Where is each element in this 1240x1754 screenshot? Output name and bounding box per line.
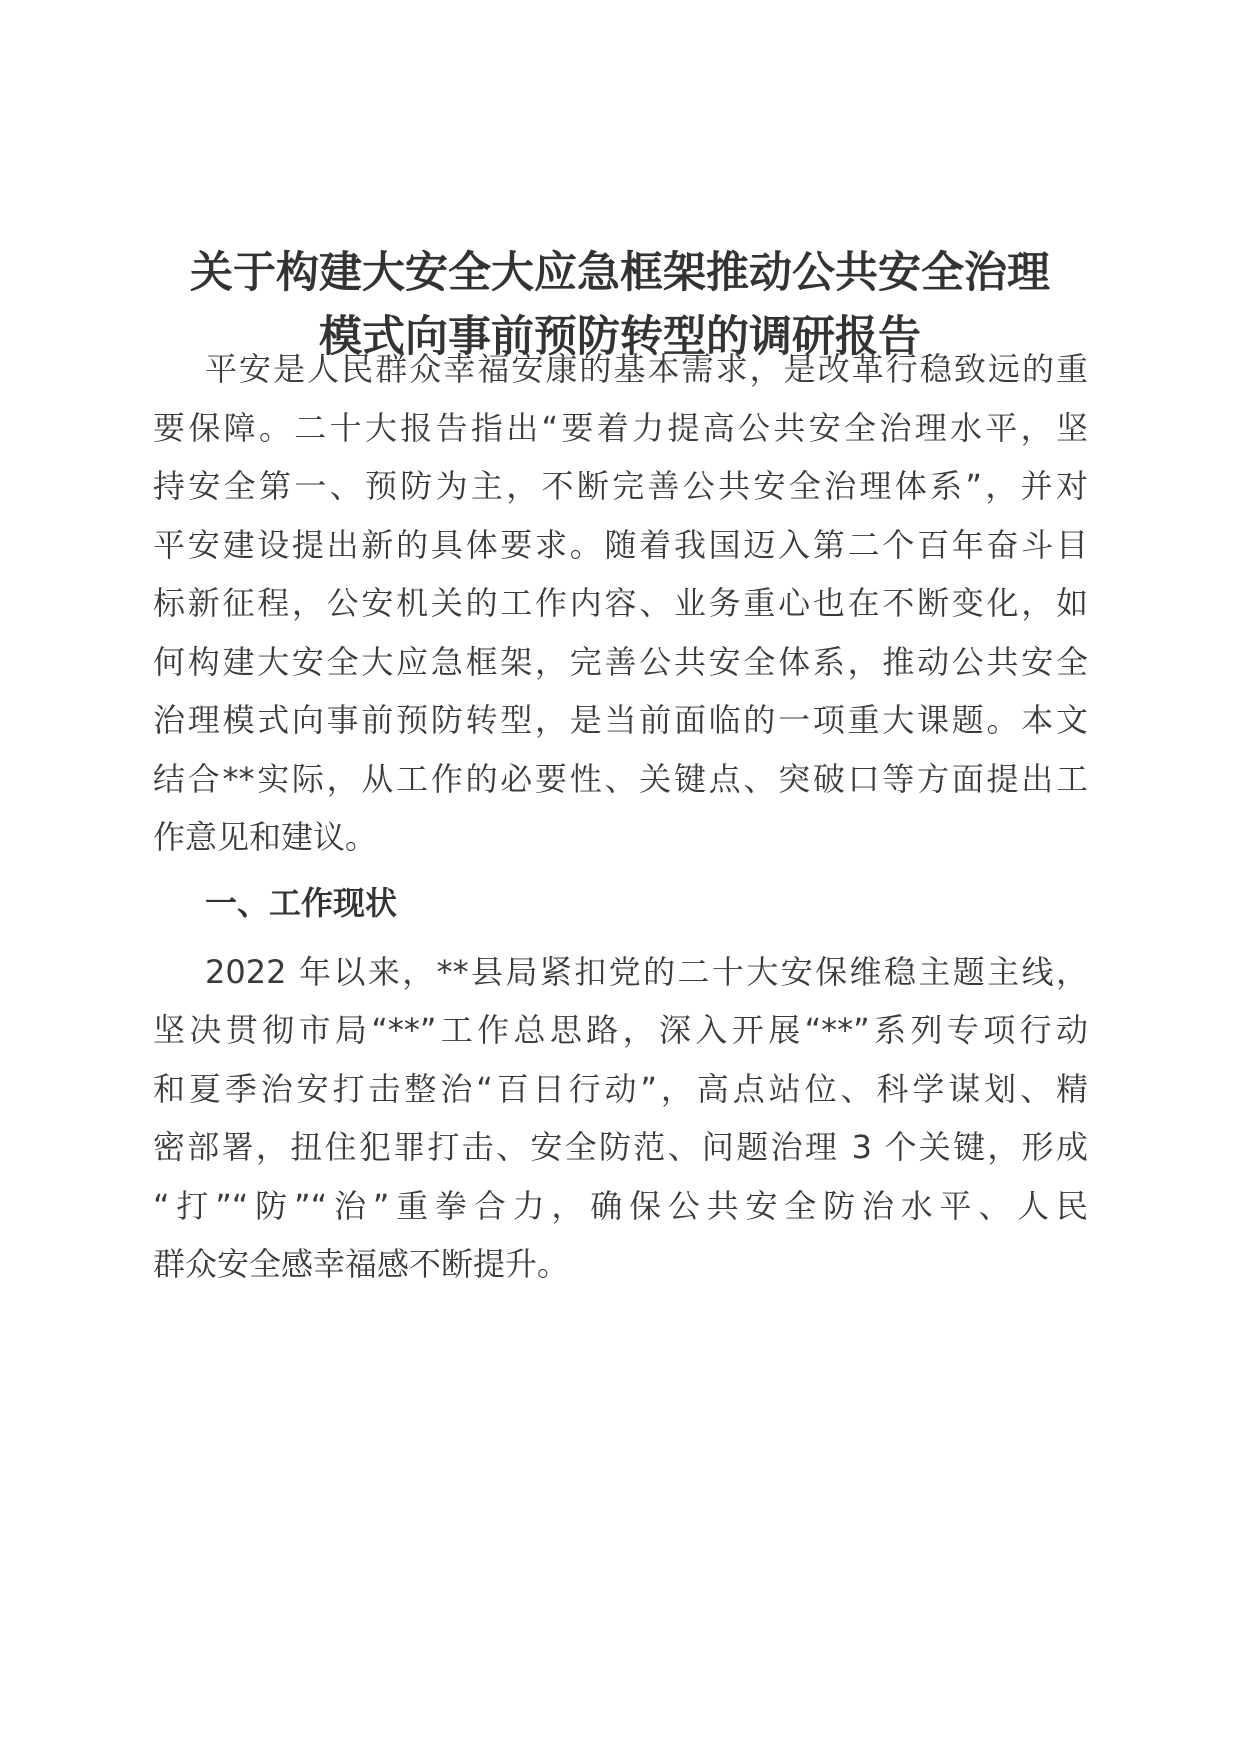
paragraph-line: 何构建大安全大应急框架，完善公共安全体系，推动公共安全	[153, 643, 1088, 681]
paragraph-line: 治理模式向事前预防转型，是当前面临的一项重大课题。本文	[153, 701, 1088, 739]
document-title-line-2: 模式向事前预防转型的调研报告	[319, 312, 921, 362]
paragraph-line: 坚决贯彻市局“**”工作总思路，深入开展“**”系列专项行动	[153, 1011, 1088, 1049]
document-title-line-1: 关于构建大安全大应急框架推动公共安全治理	[190, 248, 1050, 298]
paragraph-line: 持安全第一、预防为主，不断完善公共安全治理体系”，并对	[153, 467, 1088, 505]
paragraph-line: 群众安全感幸福感不断提升。	[153, 1245, 570, 1283]
paragraph-line: 标新征程，公安机关的工作内容、业务重心也在不断变化，如	[153, 584, 1088, 622]
paragraph-line: 密部署，扭住犯罪打击、安全防范、问题治理 3 个关键，形成	[153, 1128, 1088, 1166]
paragraph-line: 平安是人民群众幸福安康的基本需求，是改革行稳致远的重	[205, 350, 1088, 388]
paragraph-line: “打”“防”“治”重拳合力，确保公共安全防治水平、人民	[153, 1187, 1088, 1225]
paragraph-line: 和夏季治安打击整治“百日行动”，高点站位、科学谋划、精	[153, 1070, 1088, 1108]
paragraph-line: 结合**实际，从工作的必要性、关键点、突破口等方面提出工	[153, 760, 1088, 798]
paragraph-line: 作意见和建议。	[153, 818, 378, 856]
paragraph-line: 2022 年以来，**县局紧扣党的二十大安保维稳主题主线，	[205, 953, 1088, 991]
paragraph-line: 平安建设提出新的具体要求。随着我国迈入第二个百年奋斗目	[153, 526, 1088, 564]
paragraph-line: 要保障。二十大报告指出“要着力提高公共安全治理水平，坚	[153, 409, 1088, 447]
section-heading: 一、工作现状	[205, 884, 398, 922]
